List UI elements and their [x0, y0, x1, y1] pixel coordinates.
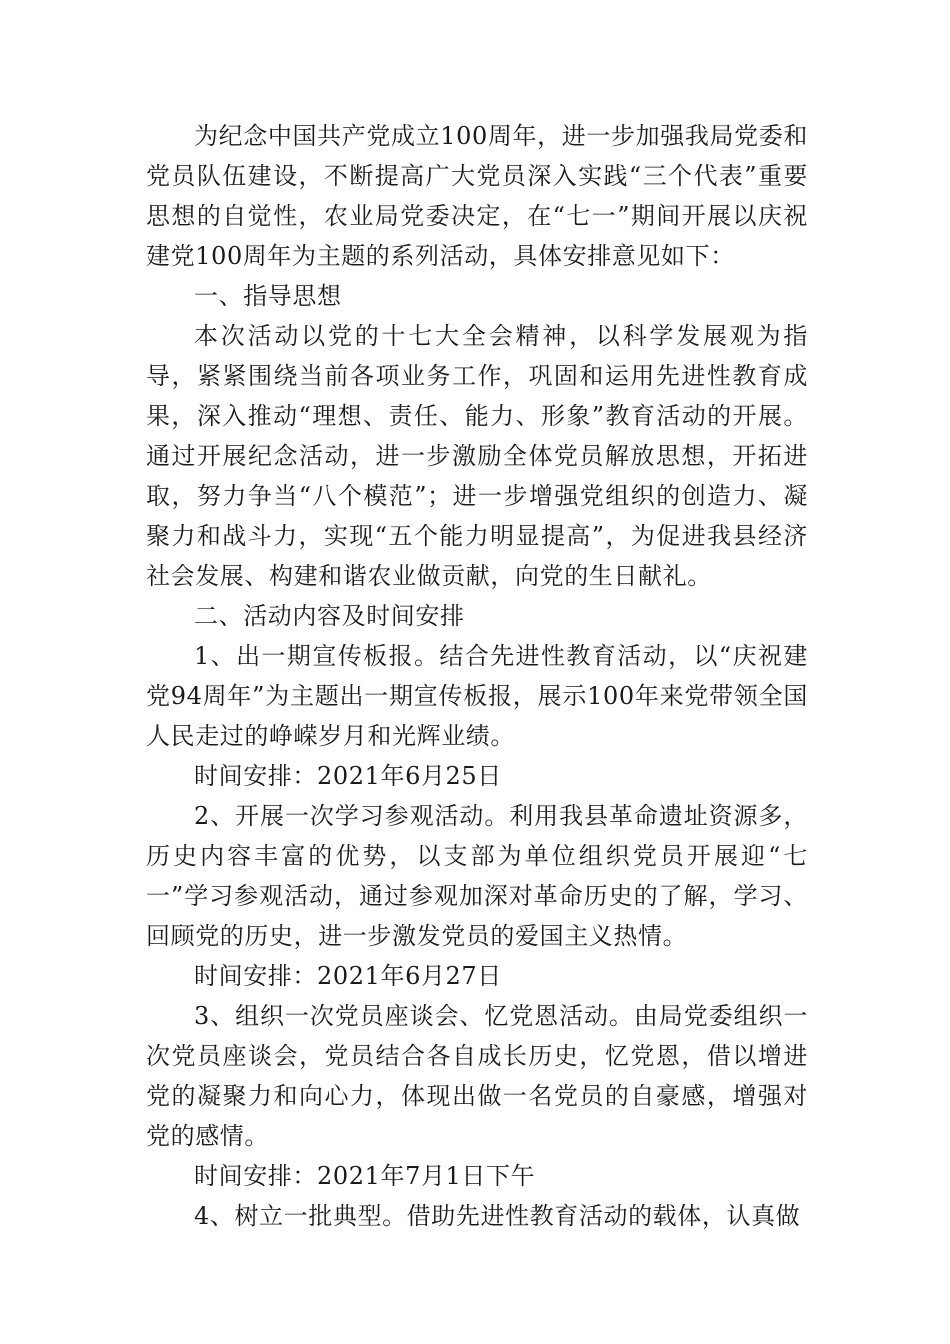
activity-1-paragraph: 1、出一期宣传板报。结合先进性教育活动，以“庆祝建党94周年”为主题出一期宣传板报，展示100年来党带领全国人民走过的峥嵘岁月和光辉业绩。: [146, 642, 808, 750]
activity-2-paragraph: 2、开展一次学习参观活动。利用我县革命遗址资源多，历史内容丰富的优势，以支部为单位组织党员开展迎“七一”学习参观活动，通过参观加深对革命历史的了解，学习、回顾党的历史，进一步激发党员的爱国主义热情。: [146, 802, 808, 950]
section-heading-guiding-thought: 一、指导思想: [194, 282, 342, 310]
intro-paragraph: 为纪念中国共产党成立100周年，进一步加强我局党委和党员队伍建设，不断提高广大党员深入实践“三个代表”重要思想的自觉性，农业局党委决定，在“七一”期间开展以庆祝建党100周年为主题的系列活动，具体安排意见如下：: [146, 122, 808, 270]
document-body: [146, 116, 808, 1236]
activity-1-schedule: 时间安排：2021年6月25日: [194, 762, 502, 790]
guiding-thought-paragraph: 本次活动以党的十七大全会精神，以科学发展观为指导，紧紧围绕当前各项业务工作，巩固和运用先进性教育成果，深入推动“理想、责任、能力、形象”教育活动的开展。通过开展纪念活动，进一步激励全体党员解放思想，开拓进取，努力争当“八个模范”；进一步增强党组织的创造力、凝聚力和战斗力，实现“五个能力明显提高”，为促进我县经济社会发展、构建和谐农业做贡献，向党的生日献礼。: [146, 322, 808, 590]
section-heading-activities: 二、活动内容及时间安排: [194, 602, 465, 630]
activity-2-schedule: 时间安排：2021年6月27日: [194, 962, 502, 990]
activity-3-schedule: 时间安排：2021年7月1日下午: [194, 1162, 536, 1190]
activity-4-paragraph: 4、树立一批典型。借助先进性教育活动的载体，认真做: [194, 1202, 801, 1230]
activity-3-paragraph: 3、组织一次党员座谈会、忆党恩活动。由局党委组织一次党员座谈会，党员结合各自成长历史，忆党恩，借以增进党的凝聚力和向心力，体现出做一名党员的自豪感，增强对党的感情。: [146, 1002, 808, 1150]
